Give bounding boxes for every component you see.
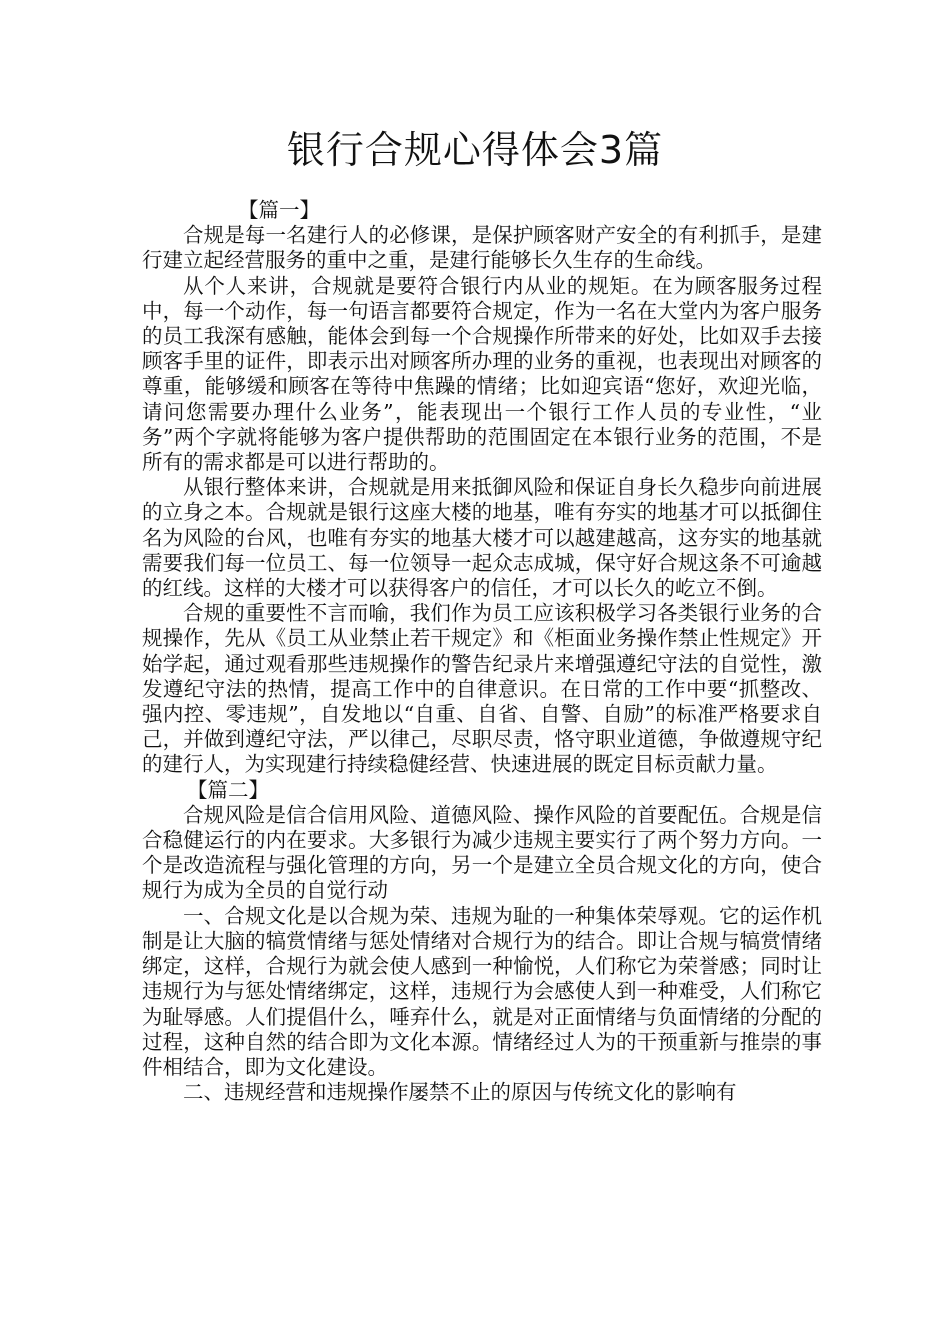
paragraph: 二、违规经营和违规操作屡禁不止的原因与传统文化的影响有 — [183, 1080, 737, 1105]
section-heading-2: 【篇二】 — [187, 777, 269, 802]
paragraph: 合规风险是信合信用风险、道德风险、操作风险的首要配伍。合规是信合稳健运行的内在要求。大多银行为减少违规主要实行了两个努力方向。一个是改造流程与强化管理的方向，另一个是建立全员合规文化的方向，使合规行为成为全员的自觉行动 — [142, 802, 822, 903]
paragraph: 合规的重要性不言而喻，我们作为员工应该积极学习各类银行业务的合规操作，先从《员工从业禁止若干规定》和《柜面业务操作禁止性规定》开始学起，通过观看那些违规操作的警告纪录片来增强遵纪守法的自觉性，激发遵纪守法的热情，提高工作中的自律意识。在日常的工作中要“抓整改、强内控、零违规”，自发地以“自重、自省、自警、自励”的标准严格要求自己，并做到遵纪守法，严以律己，尽职尽责，恪守职业道德，争做遵规守纪的建行人，为实现建行持续稳健经营、快速进展的既定目标贡献力量。 — [142, 601, 822, 777]
section-heading-1: 【篇一】 — [238, 198, 320, 222]
document-title: 银行合规心得体会3篇 — [286, 128, 664, 172]
paragraph: 一、合规文化是以合规为荣、违规为耻的一种集体荣辱观。它的运作机制是让大脑的犒赏情绪与惩处情绪对合规行为的结合。即让合规与犒赏情绪绑定，这样，合规行为就会使人感到一种愉悦，人们称它为荣誉感；同时让违规行为与惩处情绪绑定，这样，违规行为会感使人到一种难受，人们称它为耻辱感。人们提倡什么，唾弃什么，就是对正面情绪与负面情绪的分配的过程，这种自然的结合即为文化本源。情绪经过人为的干预重新与推崇的事件相结合，即为文化建设。 — [142, 903, 822, 1079]
paragraph: 合规是每一名建行人的必修课，是保护顾客财产安全的有利抓手，是建行建立起经营服务的重中之重，是建行能够长久生存的生命线。 — [142, 223, 822, 273]
document-body — [142, 198, 822, 1105]
paragraph: 从银行整体来讲，合规就是用来抵御风险和保证自身长久稳步向前进展的立身之本。合规就是银行这座大楼的地基，唯有夯实的地基才可以抵御住名为风险的台风，也唯有夯实的地基大楼才可以越建越高，这夯实的地基就需要我们每一位员工、每一位领导一起众志成城，保守好合规这条不可逾越的红线。这样的大楼才可以获得客户的信任，才可以长久的屹立不倒。 — [142, 475, 822, 601]
paragraph: 从个人来讲，合规就是要符合银行内从业的规矩。在为顾客服务过程中，每一个动作，每一句语言都要符合规定，作为一名在大堂内为客户服务的员工我深有感触，能体会到每一个合规操作所带来的好处，比如双手去接顾客手里的证件，即表示出对顾客所办理的业务的重视，也表现出对顾客的尊重，能够缓和顾客在等待中焦躁的情绪；比如迎宾语“您好，欢迎光临，请问您需要办理什么业务”，能表现出一个银行工作人员的专业性，“业务”两个字就将能够为客户提供帮助的范围固定在本银行业务的范围，不是所有的需求都是可以进行帮助的。 — [142, 273, 822, 475]
